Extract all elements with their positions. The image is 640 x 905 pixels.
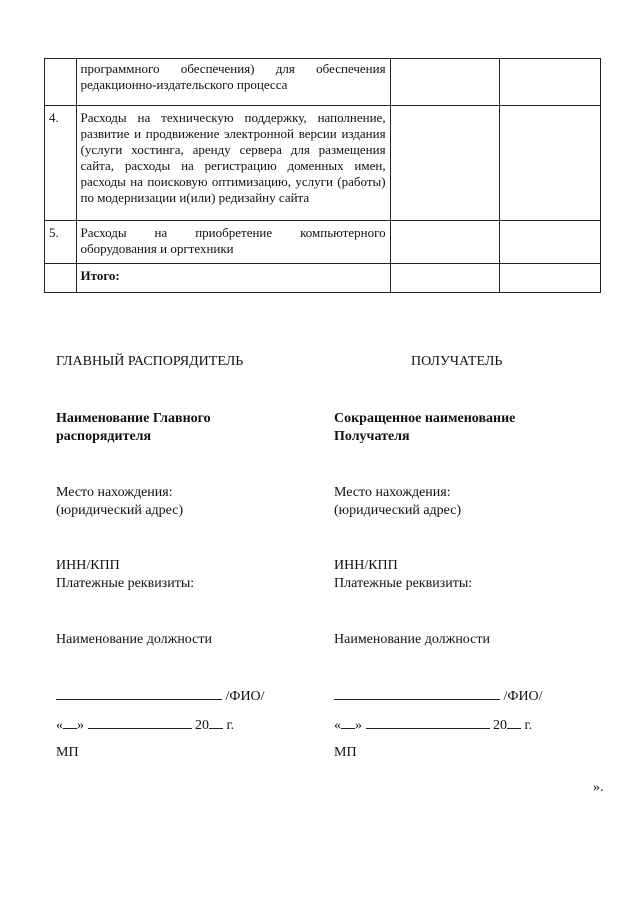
row-cell	[390, 59, 500, 106]
row-description: программного обеспечения) для обеспечения редакционно-издательского процесса	[76, 59, 390, 106]
row-number	[45, 59, 77, 106]
row-cell	[500, 221, 601, 264]
row-cell	[390, 221, 500, 264]
right-date-mid: »	[355, 718, 362, 733]
closing-quote: ».	[593, 780, 604, 795]
expense-table	[44, 58, 601, 293]
right-month-blank	[366, 715, 490, 729]
left-signature-line	[56, 686, 265, 706]
right-heading: ПОЛУЧАТЕЛЬ	[411, 354, 503, 369]
total-row	[45, 264, 601, 293]
row-cell	[500, 59, 601, 106]
left-position: Наименование должности	[56, 632, 212, 647]
right-day-blank	[341, 715, 355, 729]
right-year-blank	[507, 715, 521, 729]
right-name-line1: Сокращенное наименование	[334, 411, 516, 426]
right-location-line2: (юридический адрес)	[334, 503, 462, 518]
table-row	[45, 221, 601, 264]
left-name-line2: распорядителя	[56, 429, 152, 444]
left-month-blank	[88, 715, 192, 729]
row-number	[45, 264, 77, 293]
left-location-line2: (юридический адрес)	[56, 503, 184, 518]
right-stamp: МП	[334, 745, 357, 760]
left-day-blank	[63, 715, 77, 729]
row-number: 4.	[45, 106, 77, 221]
left-signature-blank	[56, 686, 222, 700]
row-description: Расходы на приобретение компьютерного оборудования и оргтехники	[76, 221, 390, 264]
left-year-prefix: 20	[195, 718, 209, 733]
right-signature-line	[334, 686, 543, 706]
right-fio: /ФИО/	[503, 689, 543, 704]
right-year-prefix: 20	[493, 718, 507, 733]
table-row	[45, 59, 601, 106]
left-year-blank	[209, 715, 223, 729]
row-cell	[500, 106, 601, 221]
left-date-open: «	[56, 718, 63, 733]
left-payment: Платежные реквизиты:	[56, 576, 195, 591]
right-signature-blank	[334, 686, 500, 700]
left-heading: ГЛАВНЫЙ РАСПОРЯДИТЕЛЬ	[56, 354, 244, 369]
left-inn: ИНН/КПП	[56, 558, 120, 573]
left-date-mid: »	[77, 718, 84, 733]
right-inn: ИНН/КПП	[334, 558, 398, 573]
left-stamp: МП	[56, 745, 79, 760]
row-description: Расходы на техническую поддержку, наполнение, развитие и продвижение электронной версии издания (услуги хостинга, аренду сервера для размещения сайта, расходы на регистрацию доменных имен, расходы на поисковую оптимизацию, услуги (работы) по модернизации и(или) редизайну сайта	[76, 106, 390, 221]
right-year-suffix: г.	[524, 718, 533, 733]
right-payment: Платежные реквизиты:	[334, 576, 473, 591]
left-year-suffix: г.	[226, 718, 235, 733]
total-cell	[500, 264, 601, 293]
right-location-line1: Место нахождения:	[334, 485, 451, 500]
left-location-line1: Место нахождения:	[56, 485, 173, 500]
right-date-line	[334, 715, 532, 735]
total-cell	[390, 264, 500, 293]
left-fio: /ФИО/	[225, 689, 265, 704]
row-number: 5.	[45, 221, 77, 264]
table-row	[45, 106, 601, 221]
right-position: Наименование должности	[334, 632, 490, 647]
left-date-line	[56, 715, 234, 735]
left-name-line1: Наименование Главного	[56, 411, 211, 426]
right-name-line2: Получателя	[334, 429, 410, 444]
right-date-open: «	[334, 718, 341, 733]
row-cell	[390, 106, 500, 221]
total-label: Итого:	[76, 264, 390, 293]
